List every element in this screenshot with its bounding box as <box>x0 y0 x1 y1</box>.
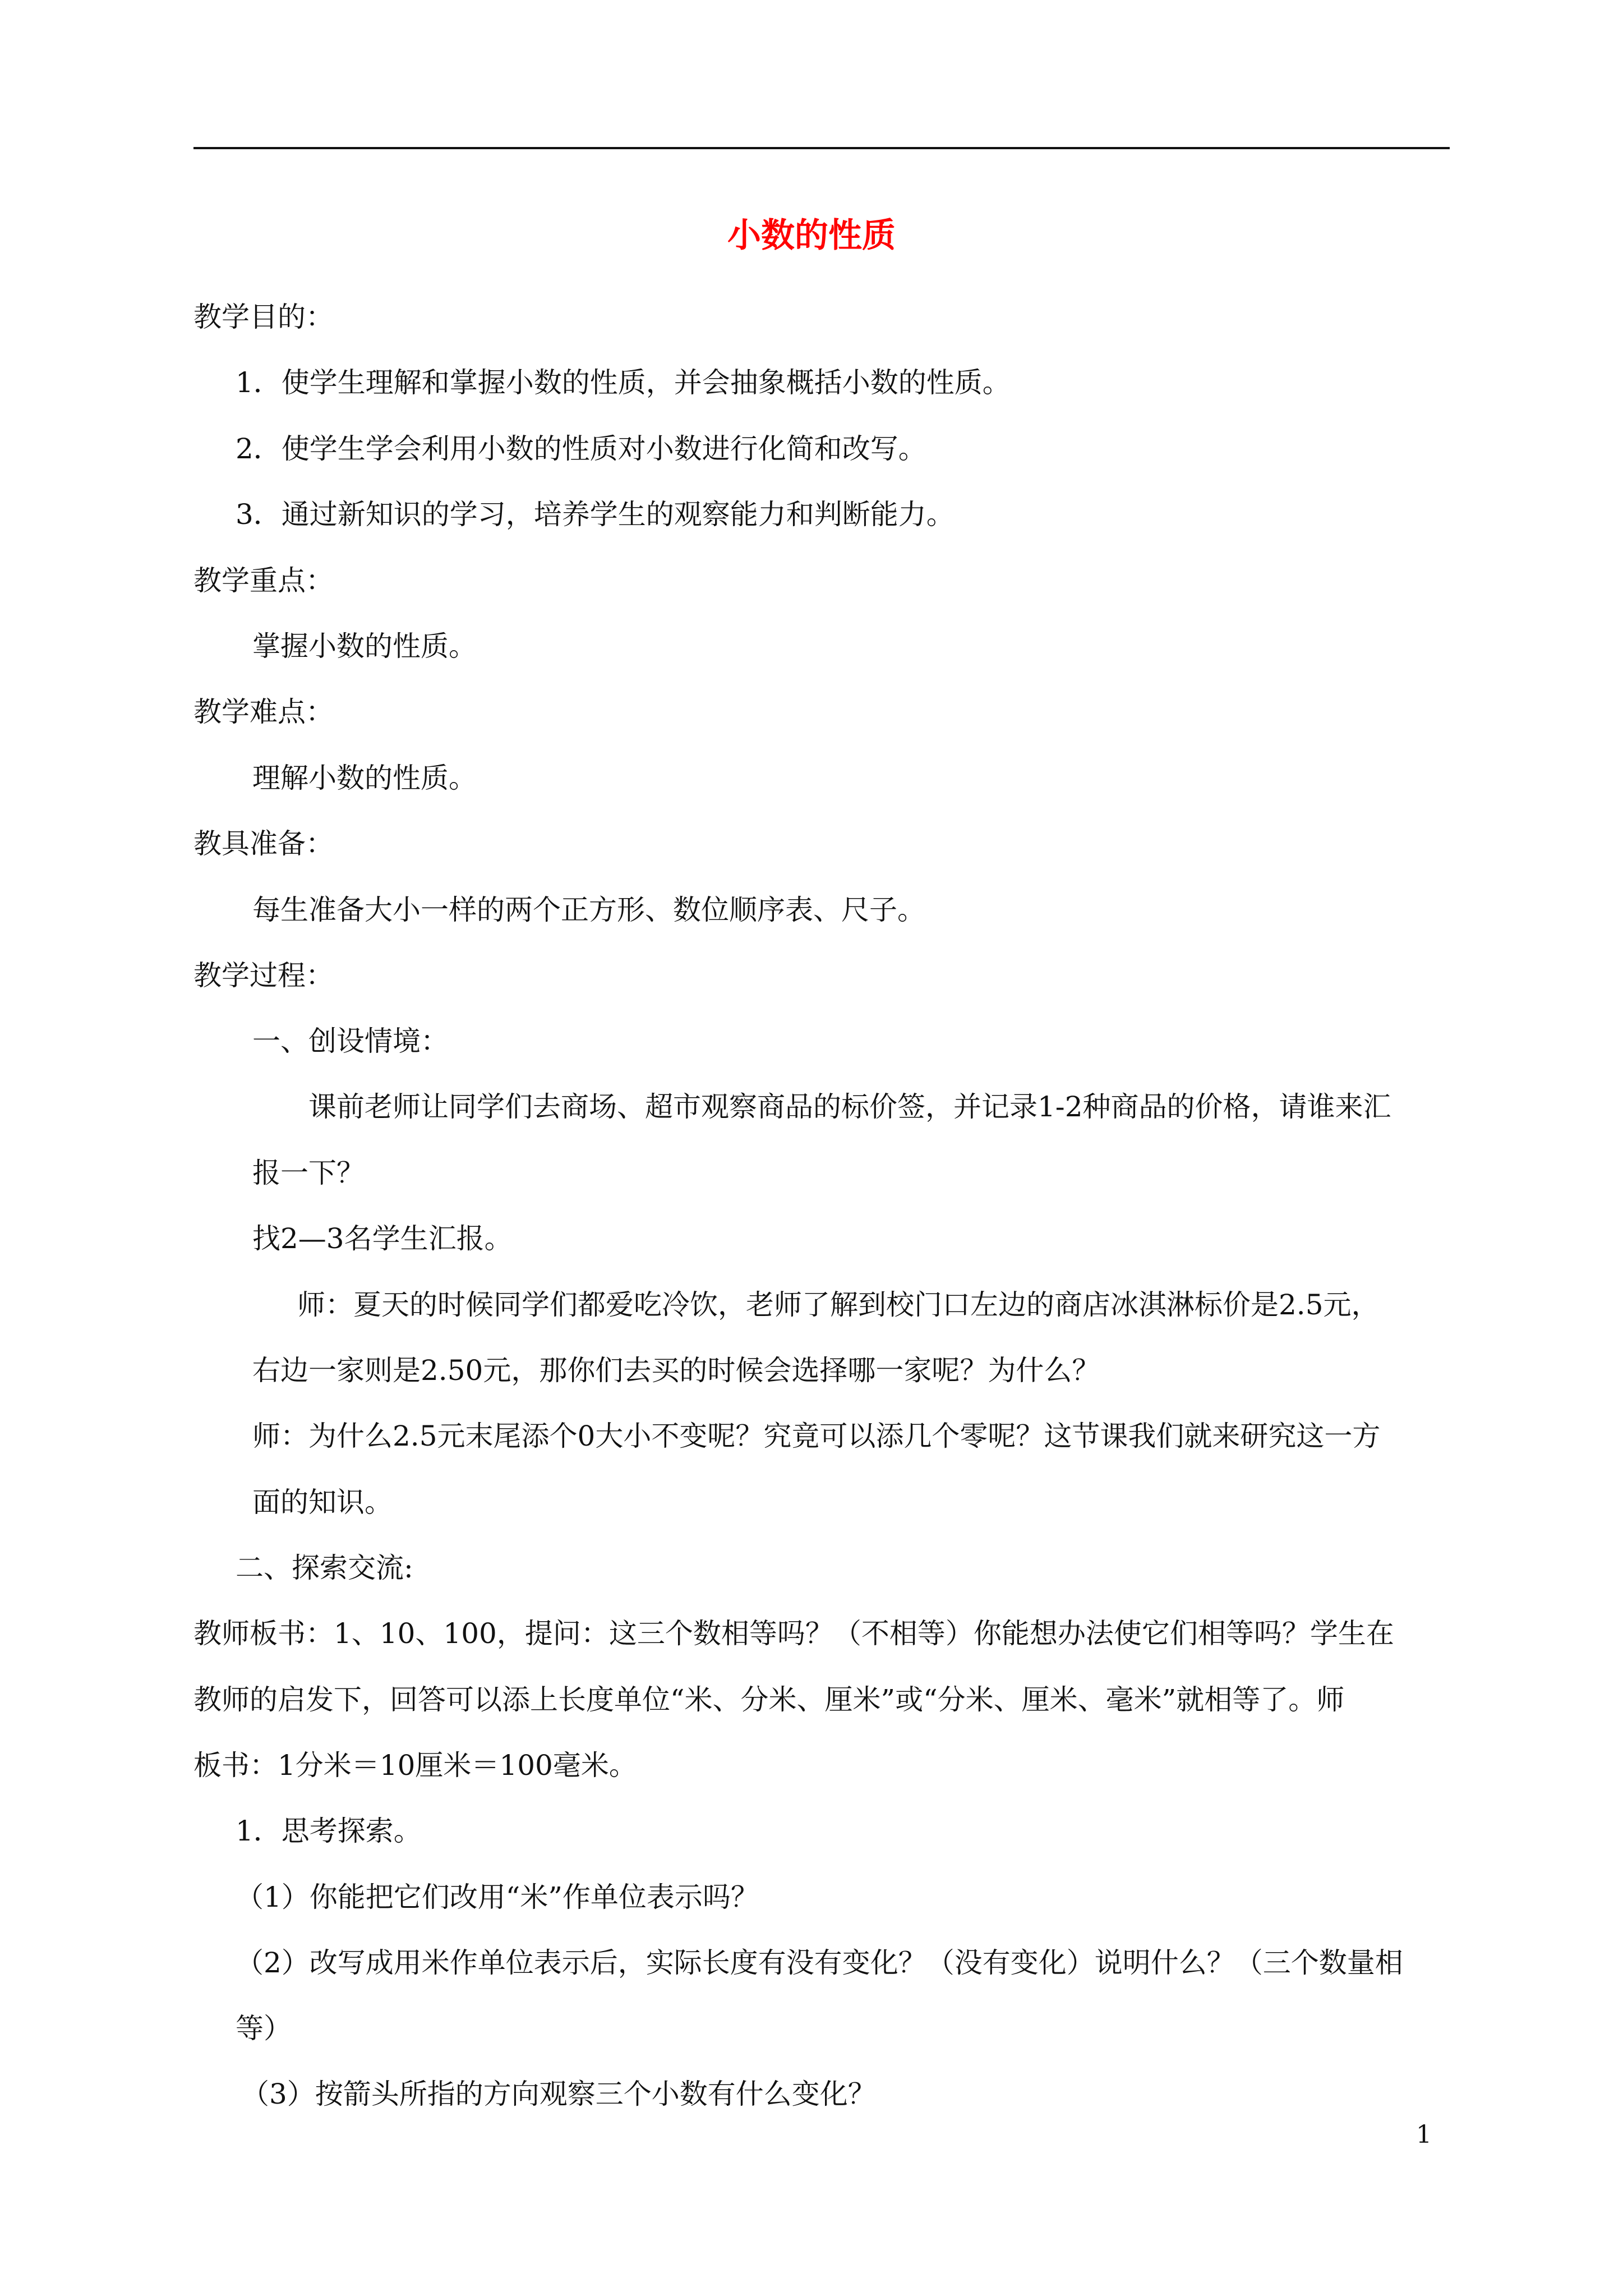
question-2-line-1: （2）改写成用米作单位表示后，实际长度有没有变化？（没有变化）说明什么？（三个数量相 <box>236 1947 1403 1979</box>
section1-paragraph-3-line-1: 师：夏天的时候同学们都爱吃冷饮，老师了解到校门口左边的商店冰淇淋标价是2.5元， <box>297 1289 1380 1321</box>
materials-text: 每生准备大小一样的两个正方形、数位顺序表、尺子。 <box>252 894 925 926</box>
document-title: 小数的性质 <box>727 216 896 255</box>
materials-heading: 教具准备： <box>193 827 334 860</box>
objective-item: 2．使学生学会利用小数的性质对小数进行化简和改写。 <box>236 432 926 465</box>
key-point-heading: 教学重点： <box>193 564 334 597</box>
page-number: 1 <box>1416 2120 1432 2149</box>
objective-item: 1．使学生理解和掌握小数的性质，并会抽象概括小数的性质。 <box>236 366 1011 399</box>
difficulty-text: 理解小数的性质。 <box>252 762 477 794</box>
section1-paragraph-1-line-1: 课前老师让同学们去商场、超市观察商品的标价签，并记录1-2种商品的价格，请谁来汇 <box>308 1091 1391 1123</box>
objectives-heading: 教学目的： <box>193 301 334 333</box>
section1-paragraph-4-line-1: 师：为什么2.5元末尾添个0大小不变呢？究竟可以添几个零呢？这节课我们就来研究这一方 <box>252 1420 1381 1452</box>
question-3: （3）按箭头所指的方向观察三个小数有什么变化？ <box>241 2078 876 2110</box>
section1-paragraph-3-line-2: 右边一家则是2.50元，那你们去买的时候会选择哪一家呢？为什么？ <box>252 1354 1100 1387</box>
section2-heading: 二、探索交流: <box>236 1552 413 1584</box>
section1-paragraph-4-line-2: 面的知识。 <box>252 1486 393 1519</box>
difficulty-heading: 教学难点： <box>193 696 334 728</box>
section2-subheading: 1．思考探索。 <box>236 1815 422 1847</box>
section2-paragraph-1-line-1: 教师板书：1、10、100，提问：这三个数相等吗？（不相等）你能想办法使它们相等吗？学生在 <box>193 1617 1394 1650</box>
section1-paragraph-1-line-2: 报一下？ <box>252 1157 365 1189</box>
section1-heading: 一、创设情境： <box>252 1025 449 1057</box>
question-2-line-2: 等） <box>236 2012 292 2045</box>
question-1: （1）你能把它们改用“米”作单位表示吗？ <box>236 1881 759 1913</box>
key-point-text: 掌握小数的性质。 <box>252 630 477 662</box>
header-rule <box>193 147 1450 149</box>
section2-paragraph-1-line-3: 板书：1分米＝10厘米＝100毫米。 <box>193 1749 637 1782</box>
process-heading: 教学过程： <box>193 959 334 992</box>
section1-paragraph-2: 找2—3名学生汇报。 <box>252 1222 513 1255</box>
section2-paragraph-1-line-2: 教师的启发下，回答可以添上长度单位“米、分米、厘米”或“分米、厘米、毫米”就相等了。师 <box>193 1683 1345 1716</box>
objective-item: 3．通过新知识的学习，培养学生的观察能力和判断能力。 <box>236 498 955 531</box>
